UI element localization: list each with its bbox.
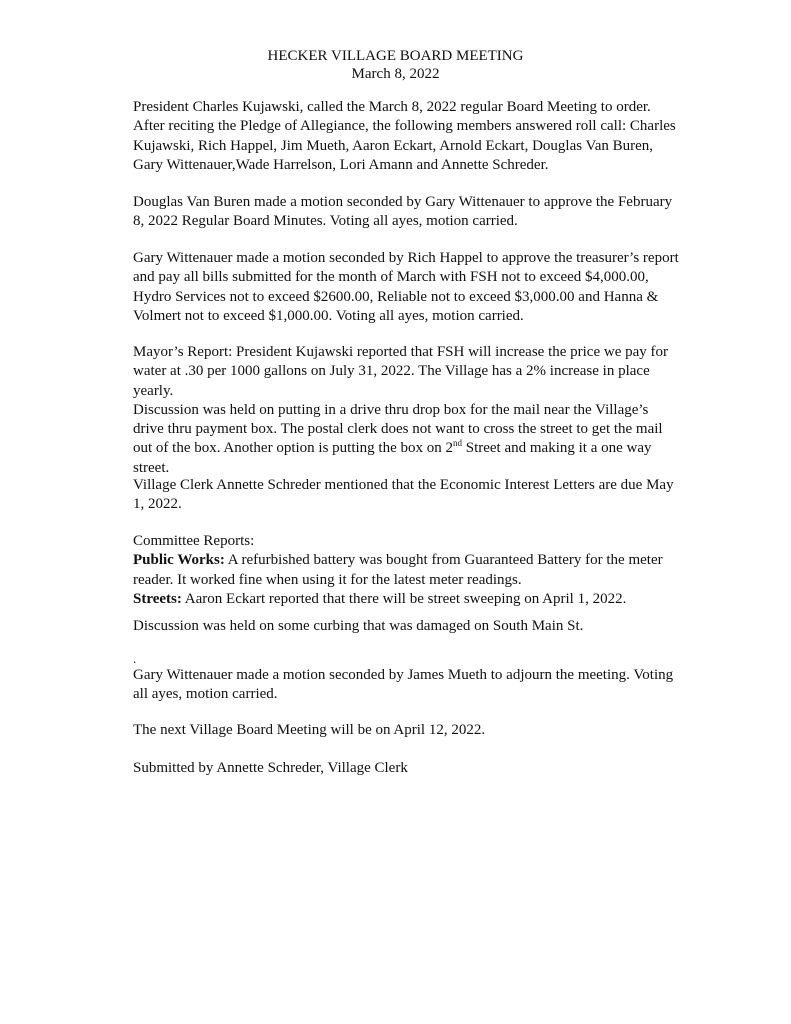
- text-line: 8, 2022 Regular Board Minutes. Voting all ayes, motion carried.: [133, 213, 518, 230]
- text-line: Discussion was held on some curbing that was damaged on South Main St.: [133, 618, 584, 634]
- paragraph-call-to-order: [133, 98, 733, 175]
- text-line: water at .30 per 1000 gallons on July 31, 2022. The Village has a 2% increase in place: [133, 363, 650, 380]
- paragraph-minutes-motion: [133, 193, 733, 232]
- paragraph-next-meeting: [133, 721, 733, 740]
- text-fragment: Street and making it a one way: [461, 440, 652, 457]
- public-works-label: Public Works:: [133, 552, 225, 569]
- text-line: Kujawski, Rich Happel, Jim Mueth, Aaron Eckart, Arnold Eckart, Douglas Van Buren,: [133, 137, 654, 154]
- paragraph-clerk-note: [133, 476, 733, 515]
- document-header: [0, 47, 791, 83]
- stray-dot: .: [133, 651, 137, 666]
- text-line: Village Clerk Annette Schreder mentioned that the Economic Interest Letters are due May: [133, 477, 674, 493]
- committee-reports: [133, 532, 733, 609]
- text-fragment: out of the box. Another option is putting the box on 2: [133, 440, 453, 457]
- text-line: 1, 2022.: [133, 496, 182, 513]
- text-line: After reciting the Pledge of Allegiance, the following members answered roll call: Charles: [133, 118, 676, 135]
- text-fragment: A refurbished battery was bought from Guaranteed Battery for the meter: [224, 552, 663, 569]
- text-line: The next Village Board Meeting will be on April 12, 2022.: [133, 722, 486, 738]
- streets-label: Streets:: [133, 590, 182, 607]
- text-line: Discussion was held on putting in a drive thru drop box for the mail near the Village’s: [133, 401, 649, 418]
- paragraph-treasurer-motion: [133, 249, 733, 326]
- text-line: Gary Wittenauer,Wade Harrelson, Lori Amann and Annette Schreder.: [133, 156, 549, 173]
- text-line: street.: [133, 459, 170, 476]
- text-line: Hydro Services not to exceed $2600.00, Reliable not to exceed $3,000.00 and Hanna &: [133, 288, 659, 305]
- text-line: all ayes, motion carried.: [133, 686, 278, 703]
- text-line: Douglas Van Buren made a motion seconded by Gary Wittenauer to approve the February: [133, 194, 673, 210]
- text-line: [133, 551, 733, 570]
- text-line: drive thru payment box. The postal clerk does not want to cross the street to get the mail: [133, 421, 663, 438]
- committee-heading: Committee Reports:: [133, 533, 255, 549]
- text-line: yearly.: [133, 382, 174, 399]
- document-title: HECKER VILLAGE BOARD MEETING: [267, 48, 524, 64]
- text-line: [133, 439, 733, 458]
- text-line: and pay all bills submitted for the month of March with FSH not to exceed $4,000.00,: [133, 269, 649, 286]
- ordinal-suffix: nd: [452, 438, 462, 449]
- text-line: Gary Wittenauer made a motion seconded by Rich Happel to approve the treasurer’s report: [133, 250, 679, 266]
- text-line: Volmert not to exceed $1,000.00. Voting all ayes, motion carried.: [133, 307, 524, 324]
- text-line: Mayor’s Report: President Kujawski reported that FSH will increase the price we pay for: [133, 344, 669, 360]
- text-line: President Charles Kujawski, called the March 8, 2022 regular Board Meeting to order.: [133, 99, 651, 115]
- submitted-by: [133, 759, 733, 778]
- text-line: reader. It worked fine when using it for the latest meter readings.: [133, 571, 522, 588]
- text-line: Submitted by Annette Schreder, Village Clerk: [133, 760, 408, 776]
- paragraph-curbing: [133, 617, 733, 636]
- paragraph-mayors-report: [133, 343, 733, 478]
- text-line: [133, 590, 733, 609]
- text-line: Gary Wittenauer made a motion seconded by James Mueth to adjourn the meeting. Voting: [133, 667, 674, 683]
- meeting-date: March 8, 2022: [351, 66, 440, 82]
- text-fragment: Aaron Eckart reported that there will be street sweeping on April 1, 2022.: [181, 590, 627, 607]
- paragraph-adjourn-motion: [133, 666, 733, 705]
